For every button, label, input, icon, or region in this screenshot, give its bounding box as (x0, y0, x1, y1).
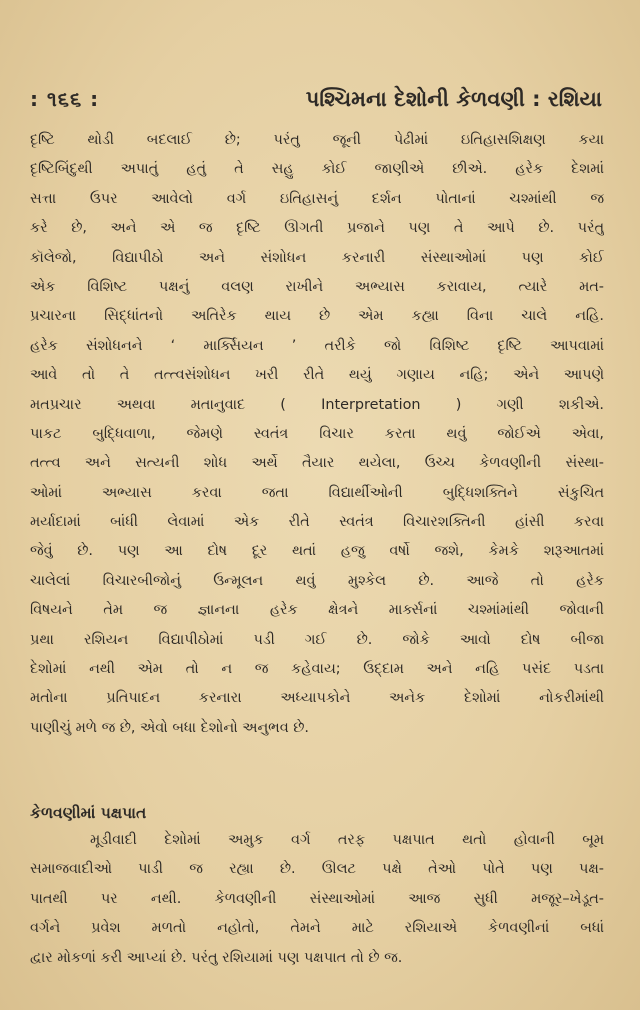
text-line: મર્યાદામાં બાંધી લેવામાં એક રીતે સ્વતંત્ર વિચારશક્તિની હાંસી કરવા (30, 514, 604, 531)
text-line: મતોના પ્રતિપાદન કરનારા અધ્યાપકોને અનેક દેશોમાં નોકરીમાંથી (30, 690, 604, 707)
text-line: હરેક સંશોધનને ‘ માર્ક્સિયન ’ તરીકે જો વિશિષ્ટ દૃષ્ટિ આપવામાં (30, 337, 604, 354)
text-line: આવે તો તે તત્ત્વસંશોધન ખરી રીતે થયું ગણાય નહિ; એને આપણે (30, 367, 604, 384)
text-line: વર્ગને પ્રવેશ મળતો નહોતો, તેમને માટે રશિયાએ કેળવણીનાં બધાં (30, 920, 604, 937)
paragraph-2 (30, 826, 604, 973)
text-line: એક વિશિષ્ટ પક્ષનું વલણ રાખીને અભ્યાસ કરાવાય, ત્યારે મત- (30, 278, 604, 295)
text-line: કૉલેજો, વિદ્યાપીઠો અને સંશોધન કરનારી સંસ્થાઓમાં પણ કોઈ (30, 249, 604, 266)
page-number: : ૧૬૬ : (30, 87, 100, 111)
text-line: જેવું છે. પણ આ દોષ દૂર થતાં હજુ વર્ષો જશે, કેમકે શરૂઆતમાં (30, 543, 604, 560)
running-header (30, 82, 602, 116)
text-line: મૂડીવાદી દેશોમાં અમુક વર્ગ તરફ પક્ષપાત થતો હોવાની બૂમ (90, 832, 604, 848)
text-line: સમાજવાદીઓ પાડી જ રહ્યા છે. ઊલટ પક્ષે તેઓ પોતે પણ પક્ષ- (30, 861, 604, 878)
text-line: ચાલેલાં વિચારબીજોનું ઉન્મૂલન થવું મુશ્કેલ છે. આજે તો હરેક (30, 572, 604, 589)
section-heading: કેળવણીમાં પક્ષપાત (30, 804, 147, 822)
text-line: પાણીચું મળે જ છે, એવો બધા દેશોનો અનુભવ છે. (30, 719, 309, 736)
text-line: પાતથી પર નથી. કેળવણીની સંસ્થાઓમાં આજ સુધી મજૂર–ખેડૂત- (30, 890, 604, 907)
text-line: કરે છે, અને એ જ દૃષ્ટિ ઊગતી પ્રજાને પણ તે આપે છે. પરંતુ (30, 220, 604, 237)
text-line: તત્ત્વ અને સત્યની શોધ અર્થે તૈયાર થયેલા, ઉચ્ચ કેળવણીની સંસ્થા- (30, 455, 604, 472)
text-line: દૃષ્ટિબિંદુથી અપાતું હતું તે સહુ કોઈ જાણીએ છીએ. હરેક દેશમાં (30, 161, 604, 178)
text-line: મતપ્રચાર અથવા મતાનુવાદ ( Interpretation ) ગણી શકીએ. (30, 396, 604, 413)
text-line: દૃષ્ટિ થોડી બદલાઈ છે; પરંતુ જૂની પેઢીમાં ઇતિહાસશિક્ષણ કયા (30, 132, 604, 148)
text-line: દ્વાર મોકળાં કરી આપ્યાં છે. પરંતુ રશિયામાં પણ પક્ષપાત તો છે જ. (30, 949, 403, 966)
text-line: પ્રચારના સિદ્ધાંતનો અતિરેક થાય છે એમ કહ્યા વિના ચાલે નહિ. (30, 308, 604, 325)
text-line: પ્રથા રશિયન વિદ્યાપીઠોમાં પડી ગઈ છે. જોકે આવો દોષ બીજા (30, 631, 604, 648)
text-line: સત્તા ઉપર આવેલો વર્ગ ઇતિહાસનું દર્શન પોતાનાં ચશ્માંથી જ (30, 190, 604, 207)
paragraph-1 (30, 126, 604, 743)
text-line: ઓમાં અભ્યાસ કરવા જતા વિદ્યાર્થીઓની બુદ્ધિશક્તિને સંકુચિત (30, 484, 604, 501)
running-title: પશ્ચિમના દેશોની કેળવણી : રશિયા (305, 86, 602, 111)
text-line: વિષયને તેમ જ જ્ઞાનના હરેક ક્ષેત્રને માર્ક્સનાં ચશ્માંમાંથી જોવાની (30, 602, 604, 619)
text-line: પાકટ બુદ્ધિવાળા, જેમણે સ્વતંત્ર વિચાર કરતા થવું જોઈએ એવા, (30, 425, 604, 442)
text-line: દેશોમાં નથી એમ તો ન જ કહેવાય; ઉદ્દામ અને નહિ પસંદ પડતા (30, 661, 604, 678)
